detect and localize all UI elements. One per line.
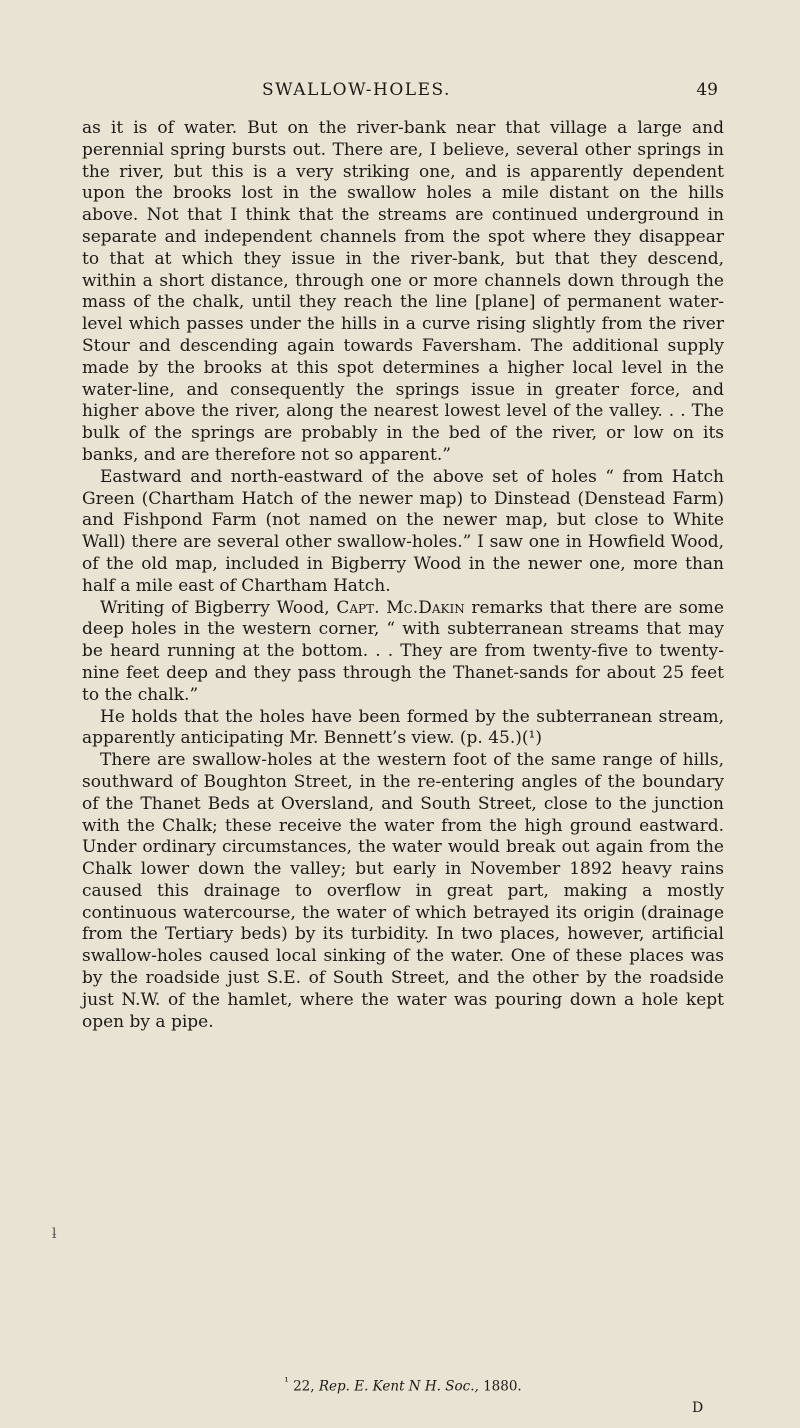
footnote-year: 1880. [483, 1378, 522, 1395]
signature-mark: D [692, 1400, 704, 1416]
footnote [82, 1375, 724, 1395]
margin-mark: ƚ [52, 1226, 57, 1242]
paragraph: as it is of water. But on the river-bank near that village a large and perennial spring bursts out. There are, I believe, several other springs in the river, but this is a very striking one, and is apparently dependent upon the brooks lost in the swallow holes a mile distant on the hills above. Not that I think that the streams are continued underground in separate and independent channels from the spot where they disappear to that at which they issue in the river-bank, but that they descend, within a short distance, through one or more channels down through the mass of the chalk, until they reach the line [plane] of permanent water-level which passes under the hills in a curve rising slightly from the river Stour and descending again towards Faversham. The additional supply made by the brooks at this spot determines a higher local level in the water-line, and consequently the springs issue in greater force, and higher above the river, along the nearest lowest level of the valley. . . The bulk of the springs are probably in the bed of the river, or low on its banks, and are therefore not so apparent.” [82, 118, 724, 465]
text-run: remarks that there are some deep holes in the western corner, “ with subterranean streams that may be heard running at the bottom. . . They are from twenty-five to twenty-nine feet deep and they pass through the Thanet-sands for about 25 feet to the chalk.” [82, 597, 724, 705]
author-name: Capt. Mc.Dakin [336, 597, 465, 618]
paragraph: There are swallow-holes at the western foot of the same range of hills, southward of Boughton Street, in the re-entering angles of the boundary of the Thanet Beds at Oversland, and South Street, close to the junction with the Chalk; these receive the water from the high ground eastward. Under ordinary circumstances, the water would break out again from the Chalk lower down the valley; but early in November 1892 heavy rains caused this drainage to overflow in great part, making a mostly continuous watercourse, the water of which betrayed its origin (drainage from the Tertiary beds) by its turbidity. In two places, however, artificial swallow-holes caused local sinking of the water. One of these places was by the roadside just S.E. of South Street, and the other by the roadside just N.W. of the hamlet, where the water was pouring down a hole kept open by a pipe. [82, 750, 724, 1032]
footnote-reference: Rep. E. Kent N H. Soc., [318, 1378, 479, 1395]
paragraph [82, 598, 724, 707]
running-head [0, 80, 800, 110]
footnote-number: 22, [293, 1378, 315, 1395]
paragraph: Eastward and north-eastward of the above set of holes “ from Hatch Green (Chartham Hatch of the newer map) to Dinstead (Denstead Farm) and Fishpond Farm (not named on the newer map, but close to White Wall) there are several other swallow-holes.” I saw one in Howfield Wood, of the old map, included in Bigberry Wood in the newer one, more than half a mile east of Chartham Hatch. [82, 466, 724, 596]
body-text [82, 118, 724, 1033]
paragraph: He holds that the holes have been formed by the subterranean stream, apparently anticipating Mr. Bennett’s view. (p. 45.)(¹) [82, 706, 724, 749]
footnote-marker: ¹ [284, 1375, 289, 1388]
text-run: Writing of Bigberry Wood, [100, 597, 337, 618]
page-number: 49 [696, 80, 718, 100]
running-title: SWALLOW-HOLES. [262, 80, 451, 100]
